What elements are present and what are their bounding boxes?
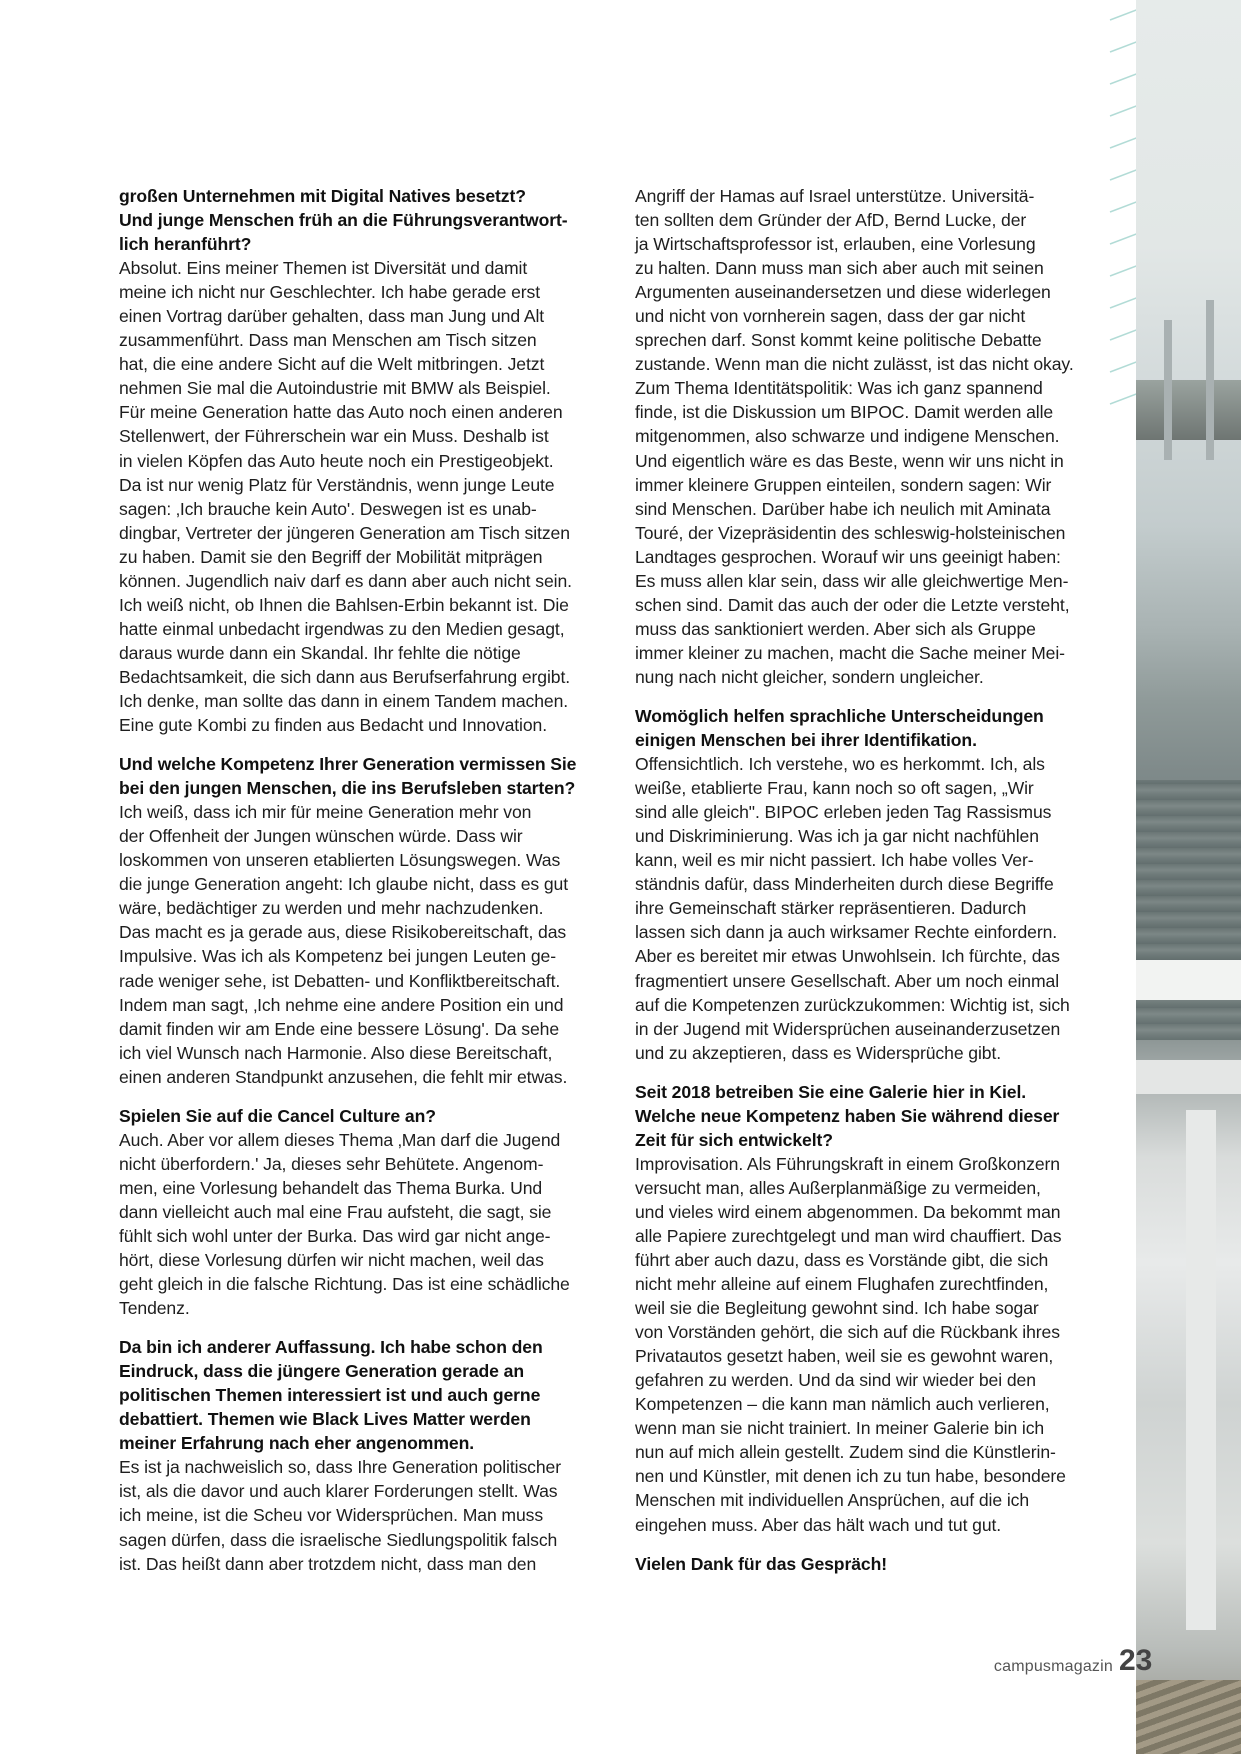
interview-answer-line: ich viel Wunsch nach Harmonie. Also diese Bereitschaft, — [119, 1042, 553, 1063]
interview-answer-line: die junge Generation angeht: Ich glaube nicht, dass es gut — [119, 874, 569, 895]
interview-answer-line: Angriff der Hamas auf Israel unterstütze. Universitä- — [635, 186, 1035, 206]
interview-answer-line: Privatautos gesetzt haben, weil sie es gewohnt waren, — [635, 1346, 1054, 1367]
interview-answer-line: lassen sich dann ja auch wirksamer Rechte einfordern. — [635, 922, 1058, 943]
interview-question-line: politischen Themen interessiert ist und auch gerne — [119, 1385, 541, 1406]
interview-answer-line: einen anderen Standpunkt anzusehen, die fehlt mir etwas. — [119, 1066, 568, 1087]
interview-answer-line: Aber es bereitet mir etwas Unwohlsein. Ich fürchte, das — [635, 946, 1060, 967]
interview-question-line: Welche neue Kompetenz haben Sie während dieser — [635, 1105, 1060, 1126]
interview-answer-line: und Diskriminierung. Was ich ja gar nicht nachfühlen — [635, 826, 1039, 847]
interview-answer-line: zusammenführt. Dass man Menschen am Tisch sitzen — [119, 330, 537, 351]
interview-answer-line: dann vielleicht auch mal eine Frau aufsteht, die sagt, sie — [119, 1201, 552, 1222]
interview-answer-line: ja Wirtschaftsprofessor ist, erlauben, eine Vorlesung — [635, 234, 1036, 255]
interview-answer-line: Eine gute Kombi zu finden aus Bedacht und Innovation. — [119, 715, 548, 736]
interview-answer-line: muss das sanktioniert werden. Aber sich als Gruppe — [635, 618, 1036, 639]
paragraph-gap — [119, 1089, 611, 1104]
interview-question-line: Eindruck, dass die jüngere Generation gerade an — [119, 1361, 524, 1382]
interview-answer-line: zu haben. Damit sie den Begriff der Mobilität mitprägen — [119, 546, 543, 567]
interview-answer-line: ich meine, ist die Scheu vor Widersprüchen. Man muss — [119, 1505, 544, 1526]
paragraph-gap — [635, 1537, 1107, 1552]
interview-answer-line: auf die Kompetenzen zurückzukommen: Wichtig ist, sich — [635, 994, 1070, 1015]
interview-question-line: großen Unternehmen mit Digital Natives besetzt? — [119, 186, 526, 206]
interview-answer-line: geht gleich in die falsche Richtung. Das ist eine schädliche — [119, 1274, 570, 1295]
photo-railing — [1136, 960, 1241, 1000]
interview-answer-line: und zu akzeptieren, dass es Widersprüche gibt. — [635, 1042, 1002, 1063]
interview-answer-line: fühlt sich wohl unter der Burka. Das wird gar nicht ange- — [119, 1225, 551, 1246]
interview-question-line: debattiert. Themen wie Black Lives Matter werden — [119, 1409, 531, 1430]
article-column-right — [635, 184, 1107, 1576]
interview-answer-line: loskommen von unseren etablierten Lösungswegen. Was — [119, 850, 561, 871]
interview-question-line: Seit 2018 betreiben Sie eine Galerie hier in Kiel. — [635, 1081, 1027, 1102]
interview-answer-line: sind Menschen. Darüber habe ich neulich mit Aminata — [635, 498, 1051, 519]
interview-answer-line: führt aber auch dazu, dass es Vorstände gibt, die sich — [635, 1250, 1049, 1271]
interview-answer-line: eingehen muss. Aber das hält wach und tut gut. — [635, 1514, 1002, 1535]
interview-answer-line: nung nach nicht gleicher, sondern ungleicher. — [635, 666, 984, 687]
interview-answer-line: Landtages gesprochen. Worauf wir uns geeinigt haben: — [635, 546, 1061, 567]
interview-answer-line: Tendenz. — [119, 1298, 190, 1319]
interview-answer-line: Absolut. Eins meiner Themen ist Diversität und damit — [119, 258, 528, 279]
interview-answer-line: Auch. Aber vor allem dieses Thema ‚Man darf die Jugend — [119, 1129, 561, 1150]
interview-answer-line: rade weniger sehe, ist Debatten- und Konfliktbereitschaft. — [119, 970, 561, 991]
interview-answer-line: alle Papiere zurechtgelegt und man wird chauffiert. Das — [635, 1225, 1062, 1246]
interview-answer-line: sagen: ‚Ich brauche kein Auto'. Deswegen ist es unab- — [119, 498, 537, 519]
photo-railing — [1136, 1060, 1241, 1094]
interview-question-line: lich heranführt? — [119, 234, 252, 255]
harbor-photo — [1136, 0, 1241, 1754]
photo-pole — [1206, 300, 1214, 460]
interview-answer-line: nicht überfordern.' Ja, dieses sehr Behütete. Angenom- — [119, 1153, 544, 1174]
photo-pole — [1164, 320, 1172, 460]
interview-answer-line: fragmentiert unsere Gesellschaft. Aber um noch einmal — [635, 970, 1060, 991]
interview-answer-line: zu halten. Dann muss man sich aber auch mit seinen — [635, 258, 1044, 279]
interview-answer-line: kann, weil es mir nicht passiert. Ich habe volles Ver- — [635, 850, 1034, 871]
interview-answer-line: Ich weiß, dass ich mir für meine Generation mehr von — [119, 802, 532, 823]
interview-answer-line: Es ist ja nachweislich so, dass Ihre Generation politischer — [119, 1457, 561, 1478]
interview-answer-line: ihre Gemeinschaft stärker repräsentieren. Dadurch — [635, 898, 1027, 919]
interview-answer-line: gefahren zu werden. Und da sind wir wieder bei den — [635, 1370, 1036, 1391]
interview-question-line: Zeit für sich entwickelt? — [635, 1129, 833, 1150]
paragraph-gap — [635, 689, 1107, 704]
interview-answer-line: in vielen Köpfen das Auto heute noch ein Prestigeobjekt. — [119, 450, 554, 471]
interview-answer-line: ten sollten dem Gründer der AfD, Bernd Lucke, der — [635, 210, 1027, 231]
interview-question-line: Und junge Menschen früh an die Führungsverantwort- — [119, 210, 568, 231]
interview-answer-line: daraus wurde dann ein Skandal. Ihr fehlte die nötige — [119, 642, 521, 663]
paragraph-gap — [119, 737, 611, 752]
interview-answer-line: Improvisation. Als Führungskraft in einem Großkonzern — [635, 1153, 1060, 1174]
page-number: 23 — [1119, 1644, 1153, 1677]
interview-answer-line: Zum Thema Identitätspolitik: Was ich ganz spannend — [635, 378, 1043, 399]
interview-answer-line: Touré, der Vizepräsidentin des schleswig-holsteinischen — [635, 522, 1066, 543]
interview-answer-line: von Vorständen gehört, die sich auf die Rückbank ihres — [635, 1322, 1060, 1343]
interview-question-line: Spielen Sie auf die Cancel Culture an? — [119, 1105, 436, 1126]
interview-answer-line: Für meine Generation hatte das Auto noch einen anderen — [119, 402, 563, 423]
interview-answer-line: Es muss allen klar sein, dass wir alle gleichwertige Men- — [635, 570, 1069, 591]
interview-answer-line: Das macht es ja gerade aus, diese Risikobereitschaft, das — [119, 922, 567, 943]
photo-wood-planks — [1136, 1680, 1241, 1754]
interview-answer-line: sind alle gleich". BIPOC erleben jeden Tag Rassismus — [635, 802, 1052, 823]
interview-answer-line: und nicht von vornherein sagen, dass der gar nicht — [635, 306, 1026, 327]
interview-answer-line: hat, die eine andere Sicht auf die Welt mitbringen. Jetzt — [119, 354, 545, 375]
interview-answer-line: zustande. Wenn man die nicht zulässt, ist das nicht okay. — [635, 354, 1074, 375]
interview-question-line: meiner Erfahrung nach eher angenommen. — [119, 1433, 474, 1454]
interview-answer-line: Argumenten auseinandersetzen und diese widerlegen — [635, 282, 1051, 303]
interview-answer-line: sagen dürfen, dass die israelische Siedlungspolitik falsch — [119, 1529, 558, 1550]
interview-answer-line: versucht man, alles Außerplanmäßige zu vermeiden, — [635, 1177, 1041, 1198]
interview-question-line: Da bin ich anderer Auffassung. Ich habe schon den — [119, 1337, 543, 1358]
interview-answer-line: der Offenheit der Jungen wünschen würde. Dass wir — [119, 826, 523, 847]
interview-answer-line: Bedachtsamkeit, die sich dann aus Berufserfahrung ergibt. — [119, 666, 571, 687]
photo-shoreline — [1136, 380, 1241, 440]
paragraph-gap — [119, 1320, 611, 1335]
article-column-left — [119, 184, 611, 1576]
interview-answer-line: Ich denke, man sollte das dann in einem Tandem machen. — [119, 690, 569, 711]
interview-answer-line: Offensichtlich. Ich verstehe, wo es herkommt. Ich, als — [635, 754, 1045, 775]
interview-answer-line: sprechen darf. Sonst kommt keine politische Debatte — [635, 330, 1042, 351]
interview-answer-line: ist, als die davor und auch klarer Forderungen stellt. Was — [119, 1481, 558, 1502]
interview-answer-line: meine ich nicht nur Geschlechter. Ich habe gerade erst — [119, 282, 540, 303]
interview-answer-line: Ich weiß nicht, ob Ihnen die Bahlsen-Erbin bekannt ist. Die — [119, 594, 569, 615]
interview-answer-line: schen sind. Damit das auch der oder die Letzte versteht, — [635, 594, 1070, 615]
photo-water — [1136, 780, 1241, 1040]
interview-answer-line: men, eine Vorlesung behandelt das Thema Burka. Und — [119, 1177, 543, 1198]
interview-answer-line: wenn man sie nicht trainiert. In meiner Galerie bin ich — [635, 1418, 1045, 1439]
interview-answer-line: weiße, etablierte Frau, kann noch so oft sagen, „Wir — [635, 778, 1034, 799]
interview-answer-line: immer kleiner zu machen, macht die Sache meiner Mei- — [635, 642, 1065, 663]
interview-answer-line: Kompetenzen – die kann man nämlich auch verlieren, — [635, 1394, 1050, 1415]
interview-answer-line: ständnis dafür, dass Minderheiten durch diese Begriffe — [635, 874, 1054, 895]
interview-answer-line: nen und Künstler, mit denen ich zu tun habe, besondere — [635, 1466, 1066, 1487]
interview-answer-line: dingbar, Vertreter der jüngeren Generation am Tisch sitzen — [119, 522, 570, 543]
interview-answer-line: nicht mehr alleine auf einem Flughafen zurechtfinden, — [635, 1274, 1049, 1295]
interview-answer-line: hatte einmal unbedacht irgendwas zu den Medien gesagt, — [119, 618, 565, 639]
interview-question-line: einigen Menschen bei ihrer Identifikation. — [635, 730, 977, 751]
interview-answer-line: nun auf mich allein gestellt. Zudem sind die Künstlerin- — [635, 1442, 1056, 1463]
interview-answer-line: weil sie die Begleitung gewohnt sind. Ich habe sogar — [635, 1298, 1039, 1319]
interview-answer-line: hört, diese Vorlesung dürfen wir nicht machen, weil das — [119, 1250, 544, 1271]
interview-answer-line: Stellenwert, der Führerschein war ein Muss. Deshalb ist — [119, 426, 549, 447]
interview-answer-line: wäre, bedächtiger zu werden und mehr nachzudenken. — [119, 898, 544, 919]
interview-answer-line: immer kleinere Gruppen einteilen, sondern sagen: Wir — [635, 474, 1052, 495]
photo-post — [1186, 1110, 1216, 1630]
interview-answer-line: einen Vortrag darüber gehalten, dass man Jung und Alt — [119, 306, 545, 327]
interview-answer-line: damit finden wir am Ende eine bessere Lösung'. Da sehe — [119, 1018, 560, 1039]
interview-answer-line: Da ist nur wenig Platz für Verständnis, wenn junge Leute — [119, 474, 555, 495]
paragraph-gap — [635, 1065, 1107, 1080]
interview-answer-line: finde, ist die Diskussion um BIPOC. Damit werden alle — [635, 402, 1054, 423]
interview-answer-line: und vieles wird einem abgenommen. Da bekommt man — [635, 1201, 1061, 1222]
interview-answer-line: mitgenommen, also schwarze und indigene Menschen. — [635, 426, 1060, 447]
interview-question-line: Vielen Dank für das Gespräch! — [635, 1553, 887, 1574]
interview-answer-line: ist. Das heißt dann aber trotzdem nicht, dass man den — [119, 1553, 537, 1574]
interview-question-line: Und welche Kompetenz Ihrer Generation vermissen Sie — [119, 754, 577, 775]
magazine-name: campusmagazin — [993, 1658, 1113, 1675]
interview-answer-line: können. Jugendlich naiv darf es dann aber auch nicht sein. — [119, 570, 572, 591]
interview-answer-line: in der Jugend mit Widersprüchen auseinanderzusetzen — [635, 1018, 1061, 1039]
interview-answer-line: nehmen Sie mal die Autoindustrie mit BMW als Beispiel. — [119, 378, 551, 399]
interview-answer-line: Und eigentlich wäre es das Beste, wenn wir uns nicht in — [635, 450, 1064, 471]
interview-answer-line: Indem man sagt, ‚Ich nehme eine andere Position ein und — [119, 994, 564, 1015]
interview-answer-line: Impulsive. Was ich als Kompetenz bei jungen Leuten ge- — [119, 946, 556, 967]
interview-question-line: Womöglich helfen sprachliche Unterscheidungen — [635, 705, 1044, 726]
interview-question-line: bei den jungen Menschen, die ins Berufsleben starten? — [119, 778, 576, 799]
interview-answer-line: Menschen mit individuellen Ansprüchen, auf die ich — [635, 1490, 1030, 1511]
